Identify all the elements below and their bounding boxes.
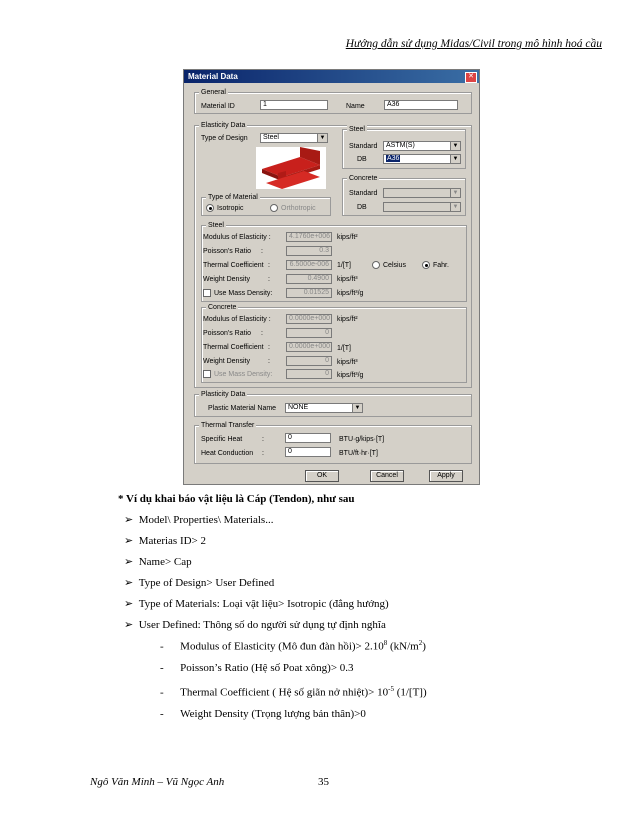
poisson-input[interactable]: 0.3 xyxy=(286,246,332,256)
name-label: Name xyxy=(346,103,365,110)
mass-unit: kips/ft³/g xyxy=(337,290,364,297)
weight-unit: kips/ft³ xyxy=(337,276,358,283)
c-db-label: DB xyxy=(357,204,367,211)
c-modulus-input[interactable]: 0.0000e+000 xyxy=(286,314,332,324)
c-poisson-label: Poisson's Ratio xyxy=(203,330,252,337)
type-of-design-label: Type of Design xyxy=(201,135,248,142)
colon: : xyxy=(261,248,263,255)
list-item: ➢ User Defined: Thông số do người sử dụng tự định nghĩa xyxy=(124,619,386,631)
list-item: ➢ Name> Cap xyxy=(124,556,192,568)
c-weight-label: Weight Density xyxy=(203,358,250,365)
specific-heat-input[interactable]: 0 xyxy=(285,433,331,443)
arrow-bullet-icon: ➢ xyxy=(124,556,134,568)
section-heading: * Ví dụ khai báo vật liệu là Cáp (Tendon), như sau xyxy=(118,493,355,505)
concrete-standard-group: Concrete xyxy=(342,178,466,216)
mass-input[interactable]: 0.01525 xyxy=(286,288,332,298)
concrete-props-group: Concrete xyxy=(201,307,467,383)
radio-icon xyxy=(372,261,380,269)
plastic-material-select[interactable]: NONE ▼ xyxy=(285,403,363,413)
c-mass-unit: kips/ft³/g xyxy=(337,372,364,379)
footer-authors: Ngô Văn Minh – Vũ Ngọc Anh xyxy=(90,776,225,788)
steel-props-group: Steel xyxy=(201,225,467,302)
isotropic-radio[interactable]: Isotropic xyxy=(206,204,243,213)
apply-button[interactable]: Apply xyxy=(429,470,463,482)
weight-label: Weight Density xyxy=(203,276,250,283)
heat-conduction-label: Heat Conduction xyxy=(201,450,254,457)
sub-item: - Poisson’s Ratio (Hệ số Poat xông)> 0.3 xyxy=(160,662,354,674)
steel-standard-group: Steel xyxy=(342,129,466,169)
type-of-material-group: Type of Material xyxy=(201,197,331,216)
chevron-down-icon: ▼ xyxy=(450,203,460,211)
arrow-bullet-icon: ➢ xyxy=(124,535,134,547)
arrow-bullet-icon: ➢ xyxy=(124,577,134,589)
c-mass-checkbox[interactable]: Use Mass Density: xyxy=(203,370,272,379)
list-item: ➢ Model\ Properties\ Materials... xyxy=(124,514,274,526)
checkbox-icon xyxy=(203,370,211,378)
c-thermal-unit: 1/[T] xyxy=(337,345,352,352)
c-thermal-input[interactable]: 0.0000e+000 xyxy=(286,342,332,352)
type-of-design-select[interactable]: Steel ▼ xyxy=(260,133,328,143)
celsius-radio[interactable]: Celsius xyxy=(372,261,406,270)
chevron-down-icon: ▼ xyxy=(317,134,327,142)
material-id-label: Material ID xyxy=(201,103,235,110)
cancel-button[interactable]: Cancel xyxy=(370,470,404,482)
plasticity-group: Plasticity Data xyxy=(194,394,472,417)
specific-heat-unit: BTU·g/kips·[T] xyxy=(339,436,385,443)
page-header: Hướng dẫn sử dụng Midas/Civil trong mô hình hoá cầu xyxy=(345,38,602,50)
arrow-bullet-icon: ➢ xyxy=(124,514,134,526)
steel-beam-image xyxy=(256,147,326,189)
elasticity-label: Elasticity Data xyxy=(201,122,246,129)
dialog-title: Material Data xyxy=(184,70,479,83)
thermal-label: Thermal Coefficient xyxy=(203,262,264,269)
ok-button[interactable]: OK xyxy=(305,470,339,482)
checkbox-icon xyxy=(203,289,211,297)
fahr-radio[interactable]: Fahr. xyxy=(422,261,449,270)
standard-label: Standard xyxy=(349,143,378,150)
specific-heat-label: Specific Heat xyxy=(201,436,243,443)
arrow-bullet-icon: ➢ xyxy=(124,619,134,631)
mass-checkbox[interactable]: Use Mass Density: xyxy=(203,289,272,298)
material-data-dialog: Material Data ✕ General Material ID 1 Name A36 Elasticity Data Type of Design Steel ▼ Steel Standard ASTM(S) ▼ DB A36 ▼ Concrete Standard ▼ DB ▼ Type of Material Isotropic Orthotropic Steel Modulus of Elasticity : 4.1760e+006 kips/ft² Poisson's Ratio : 0.3 Thermal Coefficient : 6.5000e-006 1/[T] Celsius Fahr. Weight Density : 0.4900 kips/ft³ Use Mass Density: 0.01525 kips/ft³/g Concrete Modulus of Elasticity : 0.0000e+000 kips/ft² Poisson's Ratio : 0 Thermal Coefficient : 0.0000e+000 1/[T] Weight Density : 0 kips/ft³ Use Mass Density: 0 kips/ft³/g Plasticity Data Plastic Material Name NONE ▼ Thermal Transfer Specific Heat : 0 BTU·g/kips·[T] Heat Conduction : 0 BTU/ft·hr·[T] OK Cancel Apply xyxy=(183,69,480,485)
c-standard-select[interactable] xyxy=(383,188,461,198)
standard-select[interactable]: ASTM(S) ▼ xyxy=(383,141,461,151)
thermal-input[interactable]: 6.5000e-006 xyxy=(286,260,332,270)
heat-conduction-unit: BTU/ft·hr·[T] xyxy=(339,450,378,457)
list-item: ➢ Type of Design> User Defined xyxy=(124,577,275,589)
close-icon[interactable]: ✕ xyxy=(465,72,477,83)
c-weight-unit: kips/ft³ xyxy=(337,359,358,366)
c-weight-input[interactable]: 0 xyxy=(286,356,332,366)
chevron-down-icon: ▼ xyxy=(450,189,460,197)
c-modulus-unit: kips/ft² xyxy=(337,316,358,323)
chevron-down-icon: ▼ xyxy=(352,404,362,412)
c-db-select[interactable] xyxy=(383,202,461,212)
db-select[interactable]: A36 ▼ xyxy=(383,154,461,164)
arrow-bullet-icon: ➢ xyxy=(124,598,134,610)
sub-item: - Modulus of Elasticity (Mô đun đàn hồi)> $2.10^8$ $(kN/m^2)$ xyxy=(160,639,426,653)
modulus-input[interactable]: 4.1760e+006 xyxy=(286,232,332,242)
sub-item: - Weight Density (Trọng lượng bản thân)>0 xyxy=(160,708,366,720)
c-mass-input[interactable]: 0 xyxy=(286,369,332,379)
modulus-unit: kips/ft² xyxy=(337,234,358,241)
c-standard-label: Standard xyxy=(349,190,378,197)
general-label: General xyxy=(201,89,226,96)
heat-conduction-input[interactable]: 0 xyxy=(285,447,331,457)
sub-item: - Thermal Coefficient ( Hệ số giãn nở nhiệt)> $10^{-5}$ (1/[T]) xyxy=(160,685,427,699)
thermal-transfer-group: Thermal Transfer xyxy=(194,425,472,464)
poisson-label: Poisson's Ratio xyxy=(203,248,252,255)
radio-icon xyxy=(206,204,214,212)
modulus-label: Modulus of Elasticity : xyxy=(203,234,271,241)
db-label: DB xyxy=(357,156,367,163)
c-thermal-label: Thermal Coefficient xyxy=(203,344,264,351)
weight-input[interactable]: 0.4900 xyxy=(286,274,332,284)
chevron-down-icon: ▼ xyxy=(450,142,460,150)
thermal-unit: 1/[T] xyxy=(337,262,352,269)
name-input[interactable]: A36 xyxy=(384,100,458,110)
radio-icon xyxy=(270,204,278,212)
list-item: ➢ Materias ID> 2 xyxy=(124,535,207,547)
page-number: 35 xyxy=(318,776,329,788)
radio-icon xyxy=(422,261,430,269)
orthotropic-radio[interactable]: Orthotropic xyxy=(270,204,316,213)
list-item: ➢ Type of Materials: Loại vật liệu> Isotropic (đẳng hướng) xyxy=(124,598,389,610)
chevron-down-icon: ▼ xyxy=(450,155,460,163)
c-poisson-input[interactable]: 0 xyxy=(286,328,332,338)
plastic-material-label: Plastic Material Name xyxy=(208,405,277,412)
material-id-input[interactable]: 1 xyxy=(260,100,328,110)
c-modulus-label: Modulus of Elasticity : xyxy=(203,316,271,323)
